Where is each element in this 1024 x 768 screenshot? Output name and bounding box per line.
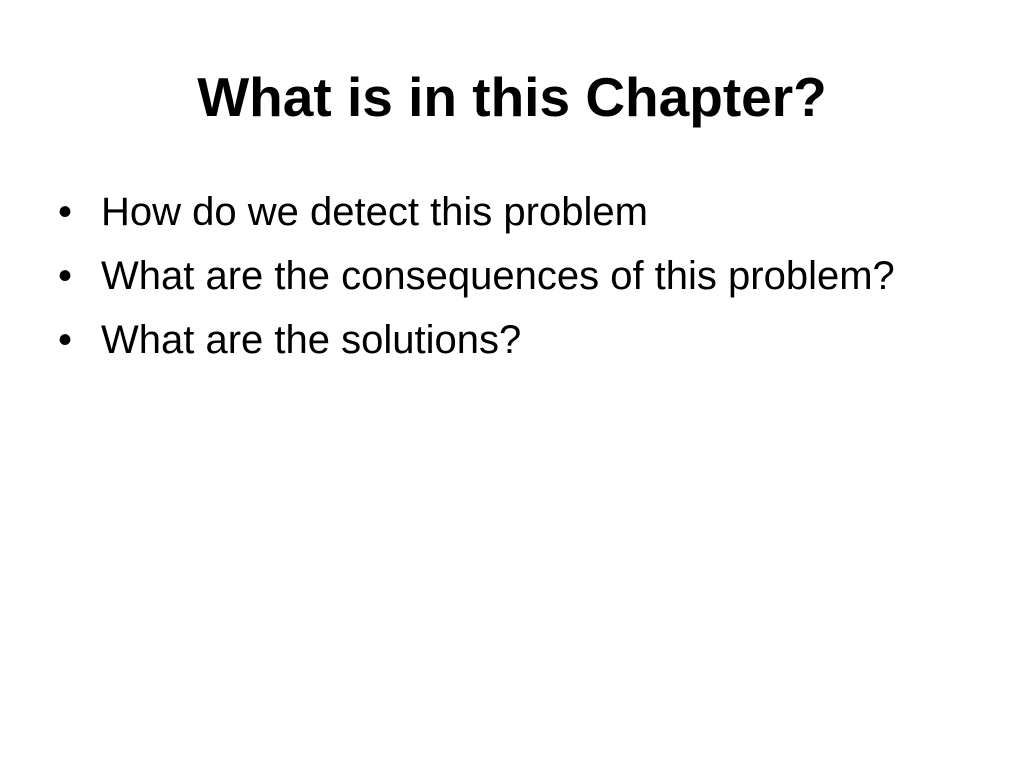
bullet-item-consequences xyxy=(58,250,958,303)
bullet-text: What are the consequences of this problem? xyxy=(101,254,895,298)
slide-title: What is in this Chapter? xyxy=(197,66,827,128)
bullet-icon: • xyxy=(58,190,73,234)
bullet-text: What are the solutions? xyxy=(101,318,522,362)
bullet-icon: • xyxy=(58,318,73,362)
bullet-list xyxy=(58,186,958,378)
bullet-text: How do we detect this problem xyxy=(101,190,648,234)
bullet-item-solutions xyxy=(58,314,958,367)
bullet-icon: • xyxy=(58,254,73,298)
bullet-item-detect xyxy=(58,186,958,239)
